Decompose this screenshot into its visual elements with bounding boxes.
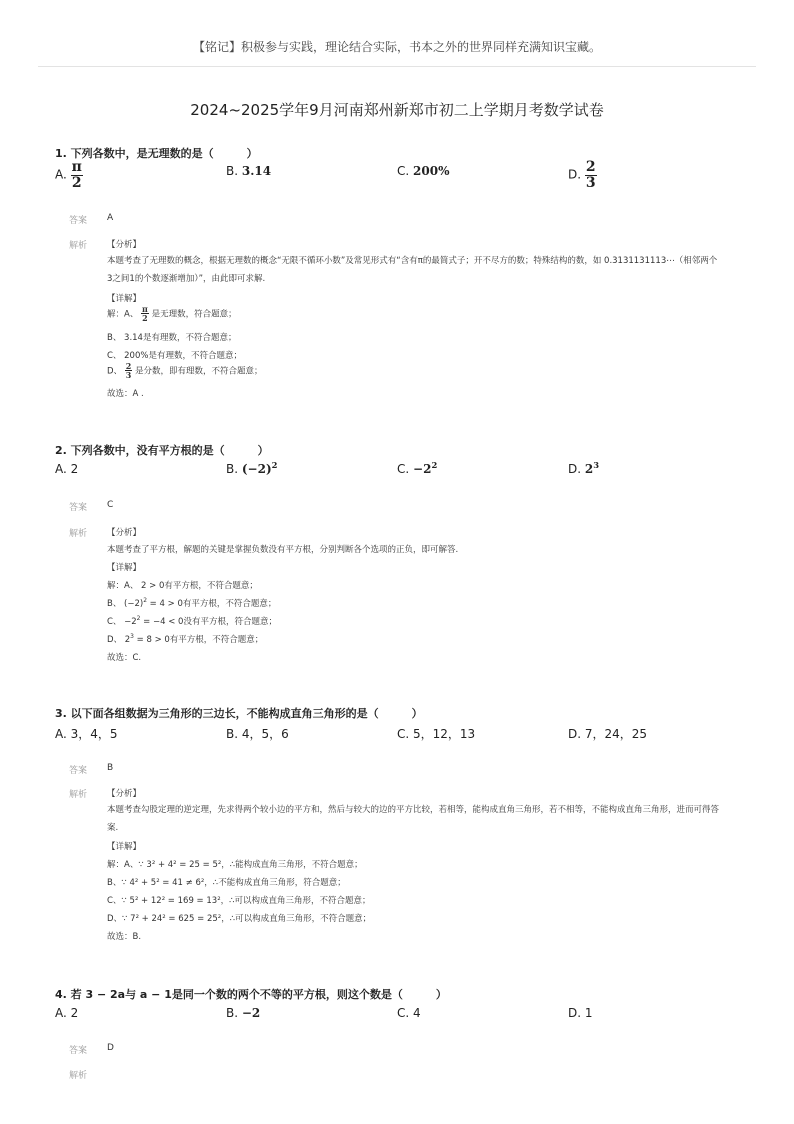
q3-detail-c: C、∵ 5² + 12² = 169 = 13²，∴可以构成直角三角形，不符合题意； <box>107 896 371 906</box>
page-title: 2024~2025学年9月河南郑州新郑市初二上学期月考数学试卷 <box>190 101 604 119</box>
numerator: π <box>71 159 82 175</box>
detail-text: 是分数，即有理数，不符合题意； <box>135 366 263 377</box>
option-label: C. <box>397 462 410 476</box>
detail-prefix: B、 (−2) <box>107 599 144 609</box>
option-value: 2 <box>584 462 594 476</box>
analysis-label: 解析 <box>69 529 88 539</box>
denominator: 3 <box>585 174 596 191</box>
q2-option-a: A. 2 <box>55 462 79 476</box>
detail-prefix: D、 <box>107 366 123 377</box>
header-divider <box>38 66 756 67</box>
q2-detail-b <box>107 597 276 609</box>
q3-detail-d: D、∵ 7² + 24² = 625 = 25²，∴可以构成直角三角形，不符合题意； <box>107 914 372 924</box>
q2-conclusion: 故选：C. <box>107 653 142 663</box>
q1-detail-a <box>107 305 237 323</box>
q1-detail-d <box>107 362 263 380</box>
option-value: 200% <box>413 164 450 178</box>
fraction <box>585 160 597 190</box>
q3-option-a: A. 3，4，5 <box>55 727 118 741</box>
option-label: D. <box>568 462 582 476</box>
q3-option-c: C. 5，12，13 <box>397 727 476 741</box>
detail-heading: 【详解】 <box>107 842 142 852</box>
q4-option-a: A. 2 <box>55 1006 79 1020</box>
q4-option-b <box>226 1006 260 1020</box>
question-2-stem: 2. 下列各数中，没有平方根的是（ ） <box>55 444 269 457</box>
exponent: 3 <box>593 460 600 470</box>
option-label: B. <box>226 462 239 476</box>
option-value: (−2) <box>241 462 272 476</box>
analysis-label: 解析 <box>69 241 88 251</box>
analysis-heading: 【分析】 <box>107 528 142 538</box>
fraction <box>71 160 83 190</box>
q4-option-c: C. 4 <box>397 1006 421 1020</box>
detail-text: = 4 > 0有平方根，不符合题意； <box>146 599 277 609</box>
q1-detail-c: C、 200%是有理数，不符合题意； <box>107 351 242 361</box>
q4-option-d: D. 1 <box>568 1006 593 1020</box>
q3-option-d: D. 7，24，25 <box>568 727 648 741</box>
fraction <box>125 362 133 380</box>
answer-label: 答案 <box>69 766 88 776</box>
exponent: 2 <box>271 460 278 470</box>
option-value: −2 <box>241 1006 261 1020</box>
option-label: B. <box>226 164 239 178</box>
denominator: 3 <box>125 370 132 381</box>
analysis-heading: 【分析】 <box>107 789 142 799</box>
q2-detail-a: 解：A、 2 > 0有平方根，不符合题意； <box>107 581 258 591</box>
q2-option-d <box>568 460 599 476</box>
exponent: 2 <box>143 597 147 605</box>
detail-prefix: C、 −2 <box>107 617 137 627</box>
fraction <box>141 305 149 323</box>
q3-detail-b: B、∵ 4² + 5² = 41 ≠ 6²，∴不能构成直角三角形，符合题意； <box>107 878 346 888</box>
detail-text: 是无理数，符合题意； <box>151 309 237 320</box>
q3-detail-a: 解：A、∵ 3² + 4² = 25 = 5²，∴能构成直角三角形，不符合题意； <box>107 860 363 870</box>
q1-option-d <box>568 160 597 190</box>
q2-analysis-text: 本题考查了平方根，解题的关键是掌握负数没有平方根，分别判断各个选项的正负，即可解答. <box>107 545 459 555</box>
q1-analysis-text: 本题考查了无理数的概念，根据无理数的概念“无限不循环小数”及常见形式有“含有π的最简式子；开不尽方的数；特殊结构的数，如 0.3131131113⋯（相邻两个3之间1的个数逐渐增加）”，由此即可求解. <box>107 256 718 284</box>
detail-text: = 8 > 0有平方根，不符合题意； <box>133 635 264 645</box>
analysis-heading: 【分析】 <box>107 240 142 250</box>
q1-conclusion: 故选：A . <box>107 389 144 399</box>
q2-detail-c <box>107 615 277 627</box>
q1-answer: A <box>107 213 114 223</box>
q3-option-b: B. 4，5，6 <box>226 727 289 741</box>
option-label: B. <box>226 1006 239 1020</box>
option-label: A. <box>55 167 67 182</box>
q1-option-b <box>226 164 271 178</box>
q3-analysis-text: 本题考查勾股定理的逆定理，先求得两个较小边的平方和，然后与较大的边的平方比较，若相等，能构成直角三角形，若不相等，不能构成直角三角形，进而可得答案. <box>107 805 720 833</box>
header-motto: 【铭记】积极参与实践，理论结合实际，书本之外的世界同样充满知识宝藏。 <box>192 40 601 54</box>
denominator: 2 <box>71 174 82 191</box>
detail-text: = −4 < 0没有平方根，符合题意； <box>140 617 277 627</box>
question-3-stem: 3. 以下面各组数据为三角形的三边长，不能构成直角三角形的是（ ） <box>55 707 423 720</box>
answer-label: 答案 <box>69 1046 88 1056</box>
exponent: 2 <box>431 460 438 470</box>
numerator: π <box>142 304 148 314</box>
q2-detail-d <box>107 633 263 645</box>
option-value: 3.14 <box>241 164 272 178</box>
question-1-stem: 1. 下列各数中，是无理数的是（ ） <box>55 147 258 160</box>
detail-heading: 【详解】 <box>107 294 142 304</box>
answer-label: 答案 <box>69 216 88 226</box>
q1-option-c <box>397 164 449 178</box>
numerator: 2 <box>125 361 132 371</box>
question-4-stem: 4. 若 3 − 2a与 a − 1是同一个数的两个不等的平方根，则这个数是（ ） <box>55 988 447 1001</box>
q1-option-a <box>55 160 83 190</box>
q4-answer: D <box>107 1043 114 1053</box>
detail-heading: 【详解】 <box>107 563 142 573</box>
denominator: 2 <box>142 313 148 324</box>
option-label: D. <box>568 167 582 182</box>
option-label: C. <box>397 164 410 178</box>
exponent: 3 <box>130 633 134 641</box>
q1-detail-b: B、 3.14是有理数，不符合题意； <box>107 333 237 343</box>
q2-option-c <box>397 460 437 476</box>
q2-option-b <box>226 460 277 476</box>
option-value: −2 <box>413 462 432 476</box>
exponent: 2 <box>136 615 141 623</box>
detail-prefix: 解：A、 <box>107 309 139 320</box>
analysis-label: 解析 <box>69 790 88 800</box>
q3-conclusion: 故选：B. <box>107 932 142 942</box>
detail-prefix: D、 2 <box>107 635 131 645</box>
analysis-label: 解析 <box>69 1071 88 1081</box>
numerator: 2 <box>585 159 596 175</box>
q3-answer: B <box>107 763 114 773</box>
q2-answer: C <box>107 500 114 510</box>
answer-label: 答案 <box>69 503 88 513</box>
